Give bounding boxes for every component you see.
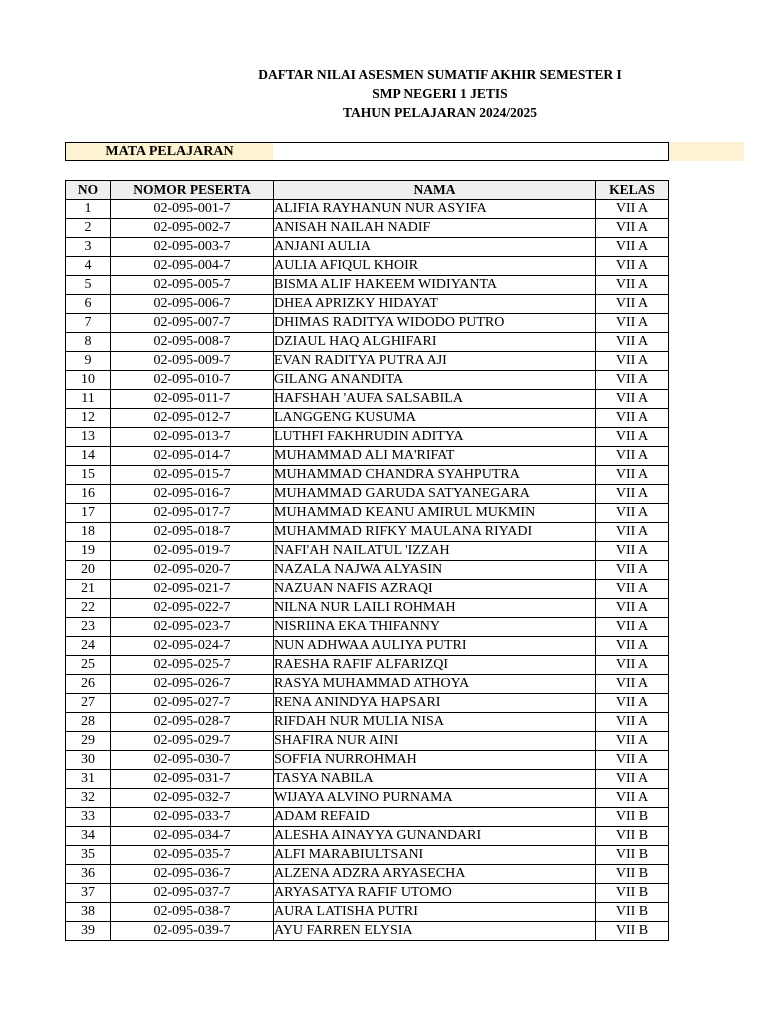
table-row (66, 751, 669, 770)
student-name: AULIA AFIQUL KHOIR (274, 257, 596, 276)
class-cell: VII A (596, 447, 669, 466)
row-number: 5 (66, 276, 111, 295)
student-name: ALESHA AINAYYA GUNANDARI (274, 827, 596, 846)
subject-value-cell[interactable] (273, 142, 669, 161)
class-cell: VII A (596, 276, 669, 295)
row-number: 21 (66, 580, 111, 599)
participant-number: 02-095-039-7 (111, 922, 274, 941)
table-row (66, 219, 669, 238)
participant-number: 02-095-017-7 (111, 504, 274, 523)
table-row (66, 903, 669, 922)
participant-number: 02-095-002-7 (111, 219, 274, 238)
table-row (66, 466, 669, 485)
table-row (66, 827, 669, 846)
row-number: 28 (66, 713, 111, 732)
student-name: SHAFIRA NUR AINI (274, 732, 596, 751)
subject-label: MATA PELAJARAN (65, 142, 274, 161)
student-name: NISRIINA EKA THIFANNY (274, 618, 596, 637)
student-name: AYU FARREN ELYSIA (274, 922, 596, 941)
class-cell: VII A (596, 580, 669, 599)
student-name: ANJANI AULIA (274, 238, 596, 257)
row-number: 22 (66, 599, 111, 618)
class-cell: VII A (596, 333, 669, 352)
participant-number: 02-095-020-7 (111, 561, 274, 580)
participant-number: 02-095-025-7 (111, 656, 274, 675)
table-row (66, 580, 669, 599)
participant-number: 02-095-032-7 (111, 789, 274, 808)
document-title: DAFTAR NILAI ASESMEN SUMATIF AKHIR SEMESTER I (258, 67, 622, 82)
table-row (66, 523, 669, 542)
participant-number: 02-095-018-7 (111, 523, 274, 542)
row-number: 19 (66, 542, 111, 561)
row-number: 14 (66, 447, 111, 466)
student-name: ARYASATYA RAFIF UTOMO (274, 884, 596, 903)
class-cell: VII B (596, 865, 669, 884)
student-name: MUHAMMAD KEANU AMIRUL MUKMIN (274, 504, 596, 523)
table-row (66, 789, 669, 808)
class-cell: VII B (596, 884, 669, 903)
table-row (66, 713, 669, 732)
table-row (66, 732, 669, 751)
class-cell: VII A (596, 789, 669, 808)
class-cell: VII A (596, 200, 669, 219)
participant-number: 02-095-010-7 (111, 371, 274, 390)
row-number: 20 (66, 561, 111, 580)
student-name: NILNA NUR LAILI ROHMAH (274, 599, 596, 618)
row-number: 8 (66, 333, 111, 352)
table-row (66, 808, 669, 827)
participant-number: 02-095-011-7 (111, 390, 274, 409)
table-row (66, 257, 669, 276)
class-cell: VII A (596, 637, 669, 656)
row-number: 25 (66, 656, 111, 675)
table-row (66, 922, 669, 941)
student-name: ANISAH NAILAH NADIF (274, 219, 596, 238)
row-number: 17 (66, 504, 111, 523)
class-cell: VII A (596, 257, 669, 276)
row-number: 37 (66, 884, 111, 903)
table-row (66, 561, 669, 580)
class-cell: VII A (596, 314, 669, 333)
participant-number: 02-095-024-7 (111, 637, 274, 656)
class-cell: VII A (596, 770, 669, 789)
student-name: MUHAMMAD ALI MA'RIFAT (274, 447, 596, 466)
table-row (66, 352, 669, 371)
student-name: ADAM REFAID (274, 808, 596, 827)
class-cell: VII A (596, 561, 669, 580)
class-cell: VII B (596, 846, 669, 865)
participant-number: 02-095-037-7 (111, 884, 274, 903)
participant-number: 02-095-013-7 (111, 428, 274, 447)
class-cell: VII A (596, 751, 669, 770)
class-cell: VII A (596, 542, 669, 561)
class-cell: VII B (596, 827, 669, 846)
student-name: LUTHFI FAKHRUDIN ADITYA (274, 428, 596, 447)
participant-number: 02-095-022-7 (111, 599, 274, 618)
class-cell: VII A (596, 656, 669, 675)
class-cell: VII A (596, 732, 669, 751)
student-name: RENA ANINDYA HAPSARI (274, 694, 596, 713)
participant-number: 02-095-029-7 (111, 732, 274, 751)
table-row (66, 504, 669, 523)
student-name: MUHAMMAD RIFKY MAULANA RIYADI (274, 523, 596, 542)
row-number: 10 (66, 371, 111, 390)
row-number: 15 (66, 466, 111, 485)
table-row (66, 238, 669, 257)
subject-row (65, 142, 744, 161)
participant-number: 02-095-026-7 (111, 675, 274, 694)
student-table (65, 180, 669, 941)
row-number: 6 (66, 295, 111, 314)
student-name: MUHAMMAD CHANDRA SYAHPUTRA (274, 466, 596, 485)
row-number: 1 (66, 200, 111, 219)
row-number: 30 (66, 751, 111, 770)
row-number: 16 (66, 485, 111, 504)
class-cell: VII A (596, 238, 669, 257)
table-row (66, 428, 669, 447)
table-row (66, 618, 669, 637)
row-number: 33 (66, 808, 111, 827)
participant-number: 02-095-023-7 (111, 618, 274, 637)
student-name: NAZALA NAJWA ALYASIN (274, 561, 596, 580)
participant-number: 02-095-003-7 (111, 238, 274, 257)
table-row (66, 542, 669, 561)
participant-number: 02-095-007-7 (111, 314, 274, 333)
participant-number: 02-095-004-7 (111, 257, 274, 276)
row-number: 26 (66, 675, 111, 694)
table-row (66, 390, 669, 409)
student-name: NAFI'AH NAILATUL 'IZZAH (274, 542, 596, 561)
class-cell: VII B (596, 922, 669, 941)
participant-number: 02-095-031-7 (111, 770, 274, 789)
student-name: DHEA APRIZKY HIDAYAT (274, 295, 596, 314)
class-cell: VII A (596, 466, 669, 485)
student-name: TASYA NABILA (274, 770, 596, 789)
participant-number: 02-095-012-7 (111, 409, 274, 428)
row-number: 2 (66, 219, 111, 238)
class-cell: VII A (596, 713, 669, 732)
participant-number: 02-095-033-7 (111, 808, 274, 827)
participant-number: 02-095-001-7 (111, 200, 274, 219)
class-cell: VII A (596, 694, 669, 713)
participant-number: 02-095-014-7 (111, 447, 274, 466)
class-cell: VII A (596, 352, 669, 371)
class-cell: VII A (596, 675, 669, 694)
academic-year: TAHUN PELAJARAN 2024/2025 (342, 105, 537, 120)
class-cell: VII A (596, 428, 669, 447)
column-header-kelas: KELAS (596, 181, 669, 200)
participant-number: 02-095-028-7 (111, 713, 274, 732)
table-row (66, 694, 669, 713)
row-number: 18 (66, 523, 111, 542)
class-cell: VII A (596, 409, 669, 428)
participant-number: 02-095-015-7 (111, 466, 274, 485)
participant-number: 02-095-019-7 (111, 542, 274, 561)
class-cell: VII A (596, 485, 669, 504)
table-row (66, 200, 669, 219)
row-number: 31 (66, 770, 111, 789)
table-row (66, 409, 669, 428)
student-name: GILANG ANANDITA (274, 371, 596, 390)
participant-number: 02-095-038-7 (111, 903, 274, 922)
row-number: 34 (66, 827, 111, 846)
table-row (66, 371, 669, 390)
participant-number: 02-095-034-7 (111, 827, 274, 846)
participant-number: 02-095-027-7 (111, 694, 274, 713)
table-row (66, 656, 669, 675)
row-number: 12 (66, 409, 111, 428)
student-name: ALFI MARABIULTSANI (274, 846, 596, 865)
column-header-nama: NAMA (274, 181, 596, 200)
student-name: ALIFIA RAYHANUN NUR ASYIFA (274, 200, 596, 219)
class-cell: VII A (596, 371, 669, 390)
table-row (66, 865, 669, 884)
student-name: DZIAUL HAQ ALGHIFARI (274, 333, 596, 352)
row-number: 9 (66, 352, 111, 371)
row-number: 27 (66, 694, 111, 713)
class-cell: VII A (596, 219, 669, 238)
participant-number: 02-095-021-7 (111, 580, 274, 599)
participant-number: 02-095-005-7 (111, 276, 274, 295)
table-header-row (66, 181, 669, 200)
student-name: AURA LATISHA PUTRI (274, 903, 596, 922)
row-number: 38 (66, 903, 111, 922)
row-number: 7 (66, 314, 111, 333)
table-row (66, 884, 669, 903)
table-row (66, 675, 669, 694)
class-cell: VII B (596, 903, 669, 922)
table-row (66, 295, 669, 314)
class-cell: VII B (596, 808, 669, 827)
class-cell: VII A (596, 295, 669, 314)
participant-number: 02-095-035-7 (111, 846, 274, 865)
student-name: EVAN RADITYA PUTRA AJI (274, 352, 596, 371)
row-number: 11 (66, 390, 111, 409)
row-number: 35 (66, 846, 111, 865)
table-row (66, 333, 669, 352)
table-row (66, 447, 669, 466)
table-row (66, 637, 669, 656)
student-name: MUHAMMAD GARUDA SATYANEGARA (274, 485, 596, 504)
table-row (66, 314, 669, 333)
student-name: BISMA ALIF HAKEEM WIDIYANTA (274, 276, 596, 295)
row-number: 39 (66, 922, 111, 941)
student-name: DHIMAS RADITYA WIDODO PUTRO (274, 314, 596, 333)
school-name: SMP NEGERI 1 JETIS (372, 86, 508, 101)
row-number: 24 (66, 637, 111, 656)
student-name: NUN ADHWAA AULIYA PUTRI (274, 637, 596, 656)
student-name: RAESHA RAFIF ALFARIZQI (274, 656, 596, 675)
participant-number: 02-095-016-7 (111, 485, 274, 504)
table-row (66, 846, 669, 865)
student-name: NAZUAN NAFIS AZRAQI (274, 580, 596, 599)
participant-number: 02-095-008-7 (111, 333, 274, 352)
student-name: HAFSHAH 'AUFA SALSABILA (274, 390, 596, 409)
table-row (66, 770, 669, 789)
participant-number: 02-095-006-7 (111, 295, 274, 314)
student-name: ALZENA ADZRA ARYASECHA (274, 865, 596, 884)
class-cell: VII A (596, 599, 669, 618)
student-name: SOFFIA NURROHMAH (274, 751, 596, 770)
column-header-nomor-peserta: NOMOR PESERTA (111, 181, 274, 200)
row-number: 13 (66, 428, 111, 447)
row-number: 3 (66, 238, 111, 257)
row-number: 4 (66, 257, 111, 276)
participant-number: 02-095-030-7 (111, 751, 274, 770)
student-name: WIJAYA ALVINO PURNAMA (274, 789, 596, 808)
row-number: 36 (66, 865, 111, 884)
student-name: RASYA MUHAMMAD ATHOYA (274, 675, 596, 694)
table-row (66, 485, 669, 504)
class-cell: VII A (596, 523, 669, 542)
class-cell: VII A (596, 504, 669, 523)
class-cell: VII A (596, 390, 669, 409)
row-number: 32 (66, 789, 111, 808)
row-number: 23 (66, 618, 111, 637)
student-name: RIFDAH NUR MULIA NISA (274, 713, 596, 732)
participant-number: 02-095-009-7 (111, 352, 274, 371)
participant-number: 02-095-036-7 (111, 865, 274, 884)
table-row (66, 599, 669, 618)
student-name: LANGGENG KUSUMA (274, 409, 596, 428)
row-number: 29 (66, 732, 111, 751)
class-cell: VII A (596, 618, 669, 637)
table-row (66, 276, 669, 295)
column-header-no: NO (66, 181, 111, 200)
